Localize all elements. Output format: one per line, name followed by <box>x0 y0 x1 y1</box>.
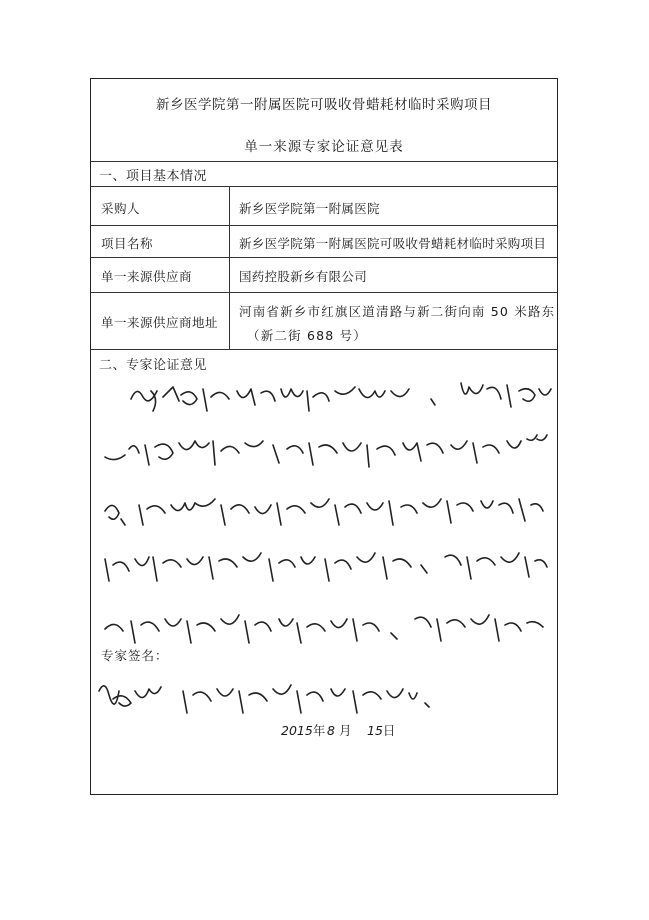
divider <box>91 349 557 350</box>
form-subtitle: 单一来源专家论证意见表 <box>244 139 404 155</box>
date-month: 8 月 <box>327 723 352 738</box>
column-divider <box>229 186 230 349</box>
value-supplier: 国药控股新乡有限公司 <box>239 269 368 284</box>
signature-label: 专家签名： <box>101 648 169 663</box>
label-project-name: 项目名称 <box>101 236 154 251</box>
value-supplier-address: 河南省新乡市红旗区道清路与新二街向南 50 米路东 <box>239 304 556 319</box>
section1-heading: 一、项目基本情况 <box>99 169 208 184</box>
form-title: 新乡医学院第一附属医院可吸收骨蜡耗材临时采购项目 <box>156 97 492 113</box>
value-purchaser: 新乡医学院第一附属医院 <box>239 201 380 216</box>
label-purchaser: 采购人 <box>101 201 141 216</box>
divider <box>91 161 557 162</box>
divider <box>91 292 557 293</box>
divider <box>91 225 557 226</box>
divider <box>91 186 557 187</box>
value-project-name: 新乡医学院第一附属医院可吸收骨蜡耗材临时采购项目 <box>239 236 547 251</box>
label-supplier: 单一来源供应商 <box>101 269 193 284</box>
date-year: 2015年 <box>281 723 326 738</box>
label-supplier-address: 单一来源供应商地址 <box>101 315 219 330</box>
value-supplier-address-line2: （新二街 688 号） <box>247 328 368 343</box>
date-day: 15日 <box>367 723 396 738</box>
divider <box>91 257 557 258</box>
opinion-form <box>90 78 558 795</box>
section2-heading: 二、专家论证意见 <box>99 358 208 373</box>
